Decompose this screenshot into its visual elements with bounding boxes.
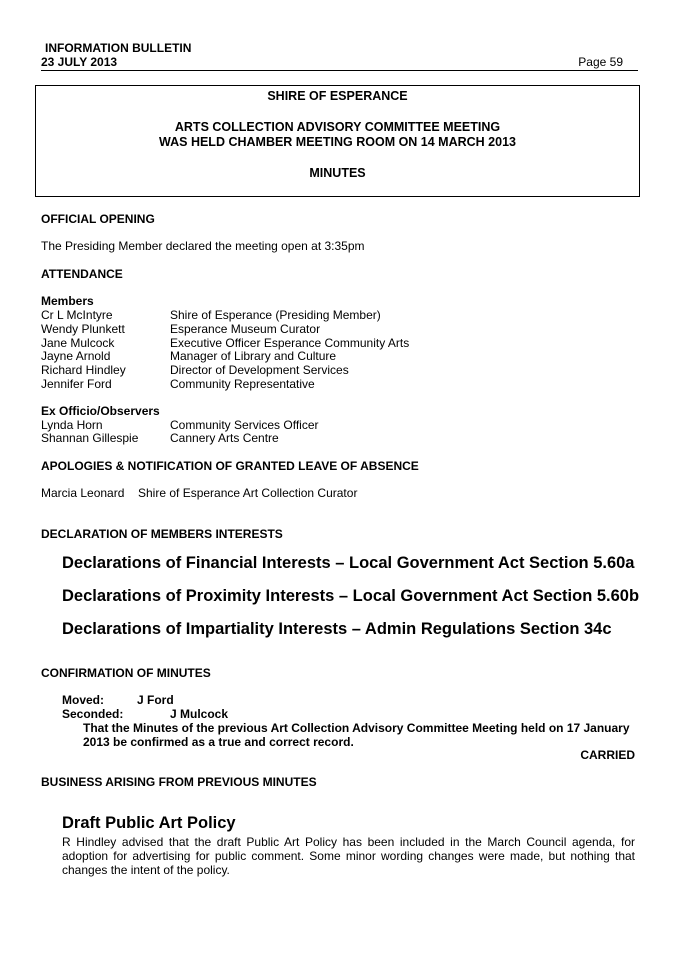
apology-role: Shire of Esperance Art Collection Curator (138, 486, 358, 500)
title-minutes: MINUTES (309, 166, 366, 180)
member-role: Community Representative (170, 377, 315, 391)
moved-label: Moved: (62, 693, 104, 707)
observer-name: Shannan Gillespie (41, 431, 139, 445)
title-venue: WAS HELD CHAMBER MEETING ROOM ON 14 MARCH 2013 (159, 135, 516, 149)
motion-line-1: That the Minutes of the previous Art Collection Advisory Committee Meeting held on 17 January (83, 721, 630, 735)
heading-apologies: APOLOGIES & NOTIFICATION OF GRANTED LEAVE OF ABSENCE (41, 459, 419, 473)
heading-attendance: ATTENDANCE (41, 267, 123, 281)
member-role: Executive Officer Esperance Community Arts (170, 336, 410, 350)
heading-business-arising: BUSINESS ARISING FROM PREVIOUS MINUTES (41, 775, 317, 789)
title-meeting: ARTS COLLECTION ADVISORY COMMITTEE MEETING (174, 120, 501, 134)
seconded-label: Seconded: (62, 707, 124, 721)
observer-role: Cannery Arts Centre (170, 431, 279, 445)
member-role: Director of Development Services (170, 363, 349, 377)
observer-role: Community Services Officer (170, 418, 319, 432)
member-role: Manager of Library and Culture (170, 349, 337, 363)
member-name: Richard Hindley (41, 363, 126, 377)
draft-policy-text: R Hindley advised that the draft Public Art Policy has been included in the March Council agenda, for adoption for advertising for public comment. Some minor wording changes were made, but nothing that changes the intent of the policy. (62, 835, 635, 877)
subheading-draft-policy: Draft Public Art Policy (62, 814, 236, 832)
member-name: Jane Mulcock (41, 336, 115, 350)
member-name: Jayne Arnold (41, 349, 111, 363)
apology-name: Marcia Leonard (41, 486, 125, 500)
observers-label: Ex Officio/Observers (41, 404, 160, 418)
title-box (35, 85, 640, 197)
bulletin-title: INFORMATION BULLETIN (45, 41, 192, 55)
declaration-financial: Declarations of Financial Interests – Local Government Act Section 5.60a (62, 554, 635, 572)
header-rule (41, 70, 638, 71)
member-name: Wendy Plunkett (41, 322, 125, 336)
declaration-proximity: Declarations of Proximity Interests – Local Government Act Section 5.60b (62, 587, 640, 605)
member-name: Jennifer Ford (41, 377, 112, 391)
member-name: Cr L McIntyre (41, 308, 113, 322)
title-shire: SHIRE OF ESPERANCE (267, 89, 408, 103)
moved-by: J Ford (137, 693, 174, 707)
member-role: Shire of Esperance (Presiding Member) (170, 308, 381, 322)
opening-text: The Presiding Member declared the meeting open at 3:35pm (41, 239, 365, 253)
heading-confirmation: CONFIRMATION OF MINUTES (41, 666, 211, 680)
members-label: Members (41, 294, 94, 308)
member-role: Esperance Museum Curator (170, 322, 321, 336)
observer-name: Lynda Horn (41, 418, 103, 432)
declaration-impartiality: Declarations of Impartiality Interests – Admin Regulations Section 34c (62, 620, 612, 638)
heading-official-opening: OFFICIAL OPENING (41, 212, 155, 226)
motion-line-2: 2013 be confirmed as a true and correct record. (83, 735, 354, 749)
heading-declarations: DECLARATION OF MEMBERS INTERESTS (41, 527, 283, 541)
seconded-by: J Mulcock (170, 707, 229, 721)
bulletin-date: 23 JULY 2013 (41, 55, 118, 69)
motion-result: CARRIED (580, 748, 635, 762)
page-number: Page 59 (578, 55, 623, 69)
